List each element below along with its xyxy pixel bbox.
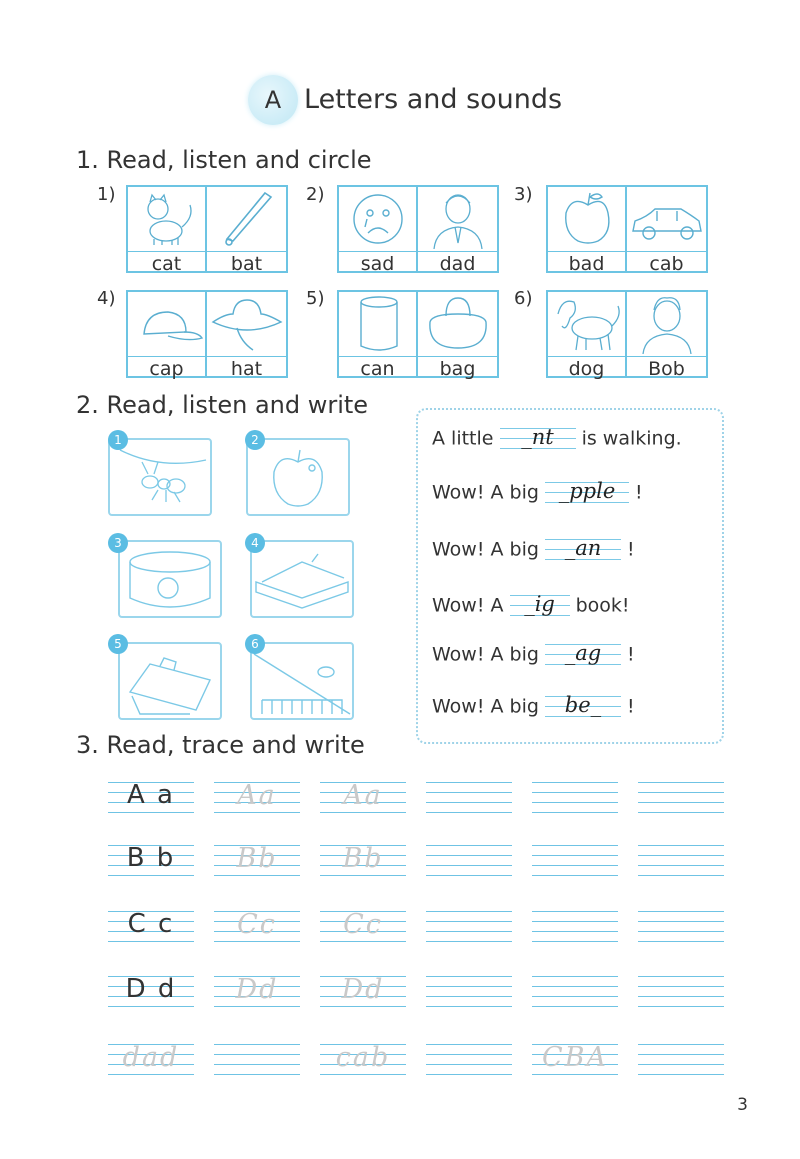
writing-line[interactable] — [214, 911, 300, 941]
writing-line[interactable] — [320, 782, 406, 812]
choice-bag[interactable] — [418, 292, 497, 378]
choice-hat[interactable] — [207, 292, 286, 378]
writing-line[interactable] — [532, 976, 618, 1006]
writing-line[interactable] — [214, 1044, 300, 1074]
sentence-1: A little _nt is walking. — [432, 424, 682, 454]
unit-title: Letters and sounds — [304, 84, 563, 115]
number-badge: 5 — [108, 634, 128, 654]
section2-title: 2. Read, listen and write — [76, 391, 369, 419]
page-number: 3 — [737, 1095, 748, 1115]
writing-line[interactable] — [320, 976, 406, 1006]
can-icon — [120, 542, 220, 616]
cap-icon — [128, 292, 207, 354]
number-badge: 4 — [245, 533, 265, 553]
writing-line[interactable] — [214, 845, 300, 875]
picture-6 — [250, 642, 354, 720]
trace-letters: Cc — [343, 909, 383, 940]
word-pair-3 — [546, 185, 708, 273]
writing-line[interactable] — [532, 1044, 618, 1074]
picture-3 — [118, 540, 222, 618]
choice-bat[interactable] — [207, 187, 286, 273]
writing-line[interactable] — [108, 911, 194, 941]
word-pair-6 — [546, 290, 708, 378]
writing-line[interactable] — [638, 1044, 724, 1074]
writing-line[interactable] — [214, 782, 300, 812]
trace-letters: D d — [125, 974, 177, 1004]
writing-line[interactable] — [638, 782, 724, 812]
trace-letters: B b — [126, 843, 176, 873]
car-icon — [627, 187, 706, 249]
writing-line[interactable] — [638, 845, 724, 875]
trace-letters: Bb — [236, 843, 278, 874]
writing-line[interactable] — [320, 845, 406, 875]
item-number: 6) — [514, 288, 533, 309]
writing-line[interactable] — [108, 845, 194, 875]
answer-blank[interactable]: _pple — [545, 478, 629, 508]
answer-blank[interactable]: be_ — [545, 692, 621, 722]
item-number: 3) — [514, 184, 533, 205]
picture-5 — [118, 642, 222, 720]
section-badge: A — [248, 75, 298, 125]
choice-bob[interactable] — [627, 292, 706, 378]
word-label: cat — [128, 251, 205, 275]
item-number: 1) — [97, 184, 116, 205]
cat-icon — [128, 187, 207, 249]
trace-letters: cab — [335, 1042, 391, 1073]
trace-letters: Aa — [237, 780, 277, 811]
word-label: Bob — [627, 356, 706, 380]
item-number: 5) — [306, 288, 325, 309]
word-pair-5 — [337, 290, 499, 378]
trace-letters: Dd — [235, 974, 279, 1005]
word-label: bad — [548, 251, 625, 275]
sentence-6: Wow! A big be_ ! — [432, 692, 635, 722]
word-label: hat — [207, 356, 286, 380]
choice-dog[interactable] — [548, 292, 627, 378]
man-icon — [418, 187, 497, 249]
word-label: dog — [548, 356, 625, 380]
writing-line[interactable] — [108, 1044, 194, 1074]
word-label: can — [339, 356, 416, 380]
writing-line[interactable] — [320, 1044, 406, 1074]
picture-4 — [250, 540, 354, 618]
writing-line[interactable] — [638, 976, 724, 1006]
trace-letters: Dd — [341, 974, 385, 1005]
number-badge: 6 — [245, 634, 265, 654]
word-label: bag — [418, 356, 497, 380]
choice-bad[interactable] — [548, 187, 627, 273]
word-label: cap — [128, 356, 205, 380]
answer-blank[interactable]: _an — [545, 535, 621, 565]
word-pair-2 — [337, 185, 499, 273]
section1-title: 1. Read, listen and circle — [76, 146, 372, 174]
number-badge: 1 — [108, 430, 128, 450]
sad-face-icon — [339, 187, 418, 249]
item-number: 2) — [306, 184, 325, 205]
writing-line[interactable] — [638, 911, 724, 941]
writing-line[interactable] — [532, 845, 618, 875]
word-pair-1 — [126, 185, 288, 273]
choice-sad[interactable] — [339, 187, 418, 273]
writing-line[interactable] — [320, 911, 406, 941]
writing-line[interactable] — [532, 911, 618, 941]
trace-letters: Cc — [237, 909, 277, 940]
word-label: sad — [339, 251, 416, 275]
writing-line[interactable] — [426, 911, 512, 941]
writing-line[interactable] — [108, 782, 194, 812]
number-badge: 3 — [108, 533, 128, 553]
dog-icon — [548, 292, 627, 354]
book-icon — [252, 542, 352, 616]
trace-letters: A a — [127, 780, 175, 810]
picture-2 — [246, 438, 350, 516]
hat-icon — [207, 292, 286, 354]
trace-letters: dad — [122, 1042, 180, 1073]
number-badge: 2 — [245, 430, 265, 450]
can-icon — [339, 292, 418, 354]
writing-line[interactable] — [214, 976, 300, 1006]
word-pair-4 — [126, 290, 288, 378]
writing-line[interactable] — [108, 976, 194, 1006]
answer-blank[interactable]: _ig — [510, 591, 570, 621]
trace-letters: CBA — [542, 1042, 608, 1073]
word-label: bat — [207, 251, 286, 275]
choice-dad[interactable] — [418, 187, 497, 273]
bed-icon — [252, 644, 352, 718]
choice-can[interactable] — [339, 292, 418, 378]
choice-cat[interactable] — [128, 187, 207, 273]
writing-line[interactable] — [426, 782, 512, 812]
writing-line[interactable] — [532, 782, 618, 812]
bag-icon — [418, 292, 497, 354]
picture-1 — [108, 438, 212, 516]
apple-icon — [248, 440, 348, 514]
sentence-4: Wow! A _ig book! — [432, 591, 630, 621]
sentence-3: Wow! A big _an ! — [432, 535, 635, 565]
sentence-5: Wow! A big _ag ! — [432, 640, 635, 670]
trace-letters: Aa — [343, 780, 383, 811]
trace-letters: C c — [127, 909, 175, 939]
apple-icon — [548, 187, 627, 249]
sentence-2: Wow! A big _pple ! — [432, 478, 643, 508]
section3-title: 3. Read, trace and write — [76, 731, 365, 759]
writing-line[interactable] — [426, 976, 512, 1006]
bag-icon — [120, 644, 220, 718]
writing-line[interactable] — [426, 845, 512, 875]
writing-line[interactable] — [426, 1044, 512, 1074]
word-label: dad — [418, 251, 497, 275]
word-label: cab — [627, 251, 706, 275]
item-number: 4) — [97, 288, 116, 309]
answer-blank[interactable]: _ag — [545, 640, 621, 670]
bat-icon — [207, 187, 286, 249]
ant-icon — [110, 440, 210, 514]
choice-cap[interactable] — [128, 292, 207, 378]
answer-blank[interactable]: _nt — [500, 424, 576, 454]
boy-icon — [627, 292, 706, 354]
choice-cab[interactable] — [627, 187, 706, 273]
trace-letters: Bb — [342, 843, 384, 874]
